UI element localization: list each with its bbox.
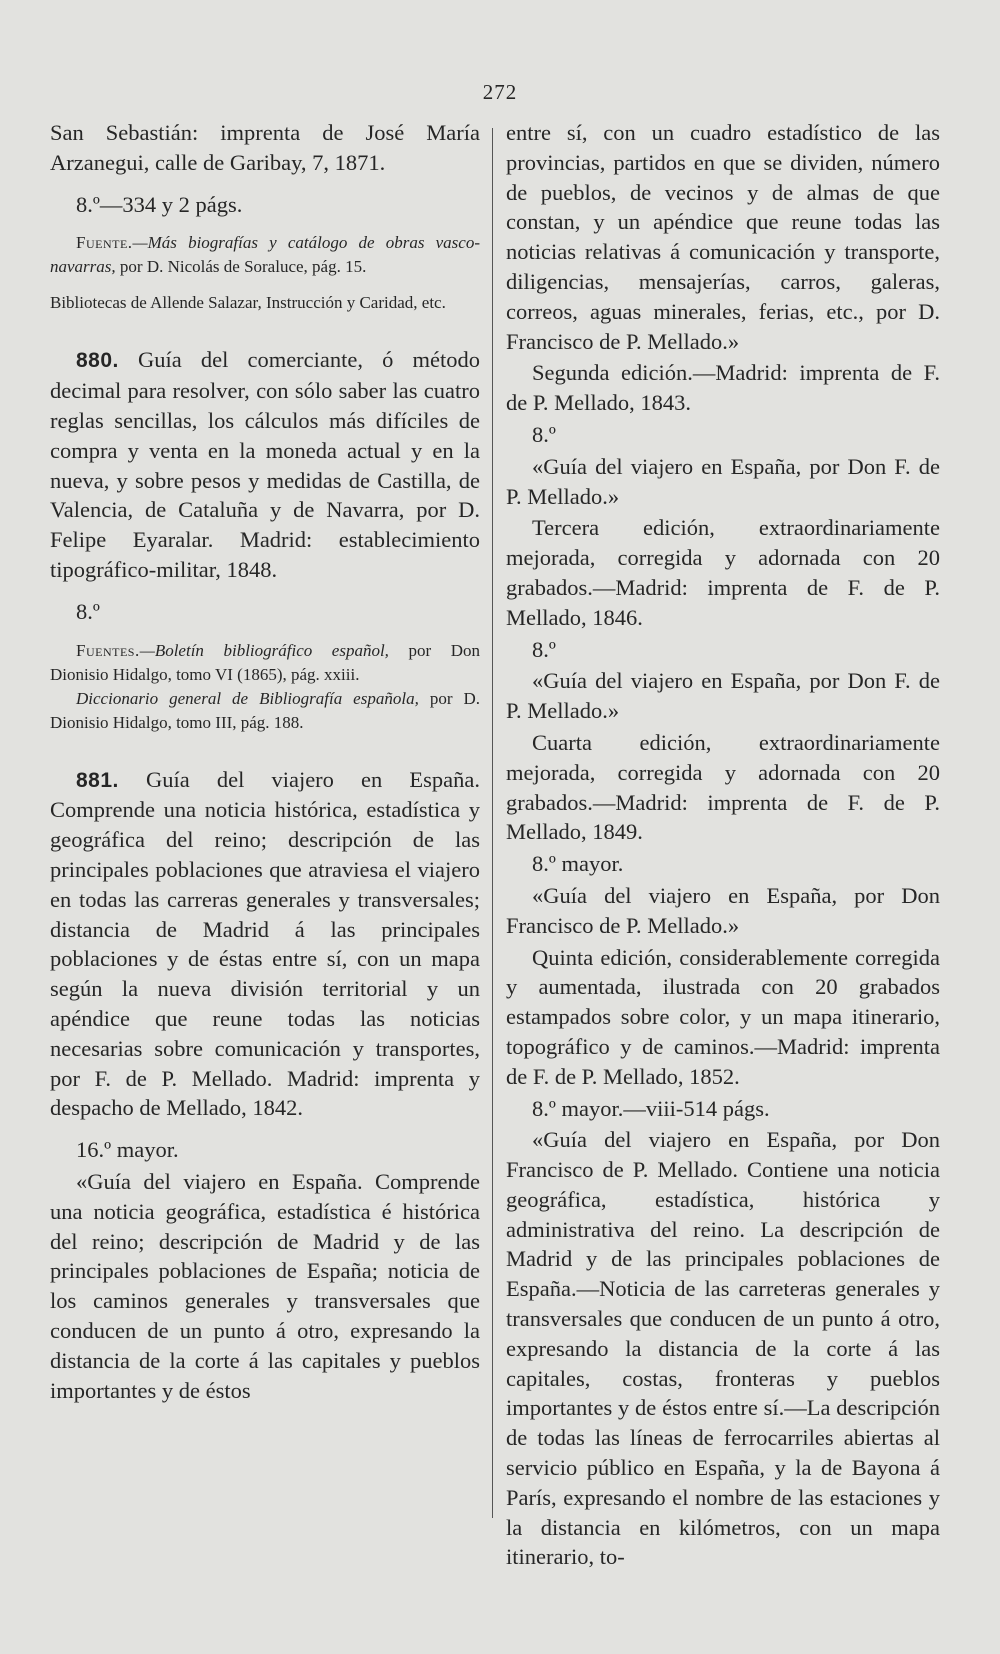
entry-text-881: Guía del viajero en España. Comprende una noticia histórica, estadística y geográfica del reino; descripción de las principales poblaciones que atraviesa el viajero en todas las carreras generales y transversales; distancia de Madrid á las principales poblaciones y de éstas entre sí, con un mapa según la nueva división territorial y un apéndice que reune todas las noticias necesarias sobre comunicación y transportes, por F. de P. Mellado. Madrid: imprenta y despacho de Mellado, 1842.	[50, 766, 480, 1121]
fifth-edition-format: 8.º mayor.—viii-514 págs.	[532, 1095, 770, 1121]
fifth-edition-title: «Guía del viajero en España, por Don Francisco de P. Mellado.»	[506, 882, 940, 938]
third-edition-format: 8.º	[532, 636, 556, 662]
entry-881	[50, 765, 480, 1124]
sources-detail: por Don Dionisio Hidalgo, tomo VI (1865), pág. xxiii.	[50, 640, 480, 684]
source-title: —Más biografías y catálogo de obras vasco-navarras,	[50, 233, 480, 277]
column-divider	[492, 128, 493, 1518]
dictionary-detail: por D. Dionisio Hidalgo, tomo III, pág. 188.	[50, 688, 480, 732]
third-edition: Tercera edición, extraordinariamente mejorada, corregida y adornada con 20 grabados.—Madrid: imprenta de F. de P. Mellado, 1846.	[506, 515, 940, 630]
quote-881: «Guía del viajero en España. Comprende una noticia geográfica, estadística é histórica del reino; descripción de Madrid y de las principales poblaciones de España; noticia de los caminos generales y transversales que conducen de un punto á otro, expresando la distancia de la corte á las capitales y pueblos importantes y de éstos	[50, 1168, 480, 1403]
entry-number-880: 880.	[76, 349, 119, 373]
page-number: 272	[482, 80, 518, 104]
sources-label: Fuentes.	[76, 640, 140, 660]
source-label: Fuente.	[76, 233, 133, 253]
left-column	[50, 118, 480, 1405]
imprint-870: San Sebastián: imprenta de José María Arzanegui, calle de Garibay, 7, 1871.	[50, 120, 480, 175]
fourth-edition: Cuarta edición, extraordinariamente mejorada, corregida y adornada con 20 grabados.—Madrid: imprenta de F. de P. Mellado, 1849.	[506, 729, 940, 845]
entry-number-881: 881.	[76, 768, 119, 792]
second-edition: Segunda edición.—Madrid: imprenta de F. de P. Mellado, 1843.	[506, 360, 940, 416]
right-column	[506, 118, 940, 1572]
source-note-870	[50, 231, 480, 279]
third-edition-title: «Guía del viajero en España, por Don F. de P. Mellado.»	[506, 453, 940, 509]
format-881: 16.º mayor.	[76, 1137, 179, 1163]
dictionary-title: Diccionario general de Bibliografía española,	[76, 688, 419, 708]
entry-text-880: Guía del comerciante, ó método decimal para resolver, con sólo saber las cuatro reglas sencillas, los cálculos más difíciles de compra y venta en la moneda actual y en la nueva, y sobre pesos y medidas de Castilla, de Valencia, de Cataluña y de Navarra, por D. Felipe Eyaralar. Madrid: establecimiento tipográfico-militar, 1848.	[50, 347, 480, 582]
format-870: 8.º—334 y 2 págs.	[76, 191, 243, 217]
later-edition-title: «Guía del viajero en España, por Don Francisco de P. Mellado. Contiene una noticia geográfica, estadística, histórica y administrativa del reino. La descripción de Madrid y de las principales poblaciones de España.—Noticia de las carreteras generales y transversales que conducen de un punto á otro, expresando la distancia de la corte á las capitales, costas, fronteras y pueblos importantes y de éstos entre sí.—La descripción de todas las líneas de ferrocarriles abiertas al servicio público en España, y la de Bayona á París, expresando el nombre de las estaciones y la distancia en kilómetros, con un mapa itinerario, to-	[506, 1127, 940, 1570]
format-880: 8.º	[76, 598, 100, 624]
source-note-880	[50, 639, 480, 687]
quote-continuation: entre sí, con un cuadro estadístico de las provincias, partidos en que se dividen, número de pueblos, de vecinos y de almas de que constan, y un apéndice que reune todas las noticias relativas á comunicación y transporte, diligencias, mensajerías, carros, galeras, correos, aguas minerales, ferias, etc., por D. Francisco de P. Mellado.»	[506, 120, 940, 354]
entry-880	[50, 345, 480, 584]
source-note-880b	[50, 687, 480, 735]
fifth-edition: Quinta edición, considerablemente corregida y aumentada, ilustrada con 20 grabados estampados sobre color, y un mapa itinerario, topográfico y de caminos.—Madrid: imprenta de F. de P. Mellado, 1852.	[506, 944, 940, 1089]
sources-title: —Boletín bibliográfico español,	[139, 640, 389, 660]
fourth-edition-format: 8.º mayor.	[532, 851, 624, 877]
second-edition-format: 8.º	[532, 421, 556, 447]
libraries-note: Bibliotecas de Allende Salazar, Instrucción y Caridad, etc.	[50, 293, 446, 313]
fourth-edition-title: «Guía del viajero en España, por Don F. de P. Mellado.»	[506, 668, 940, 724]
source-detail: por D. Nicolás de Soraluce, pág. 15.	[115, 257, 367, 277]
